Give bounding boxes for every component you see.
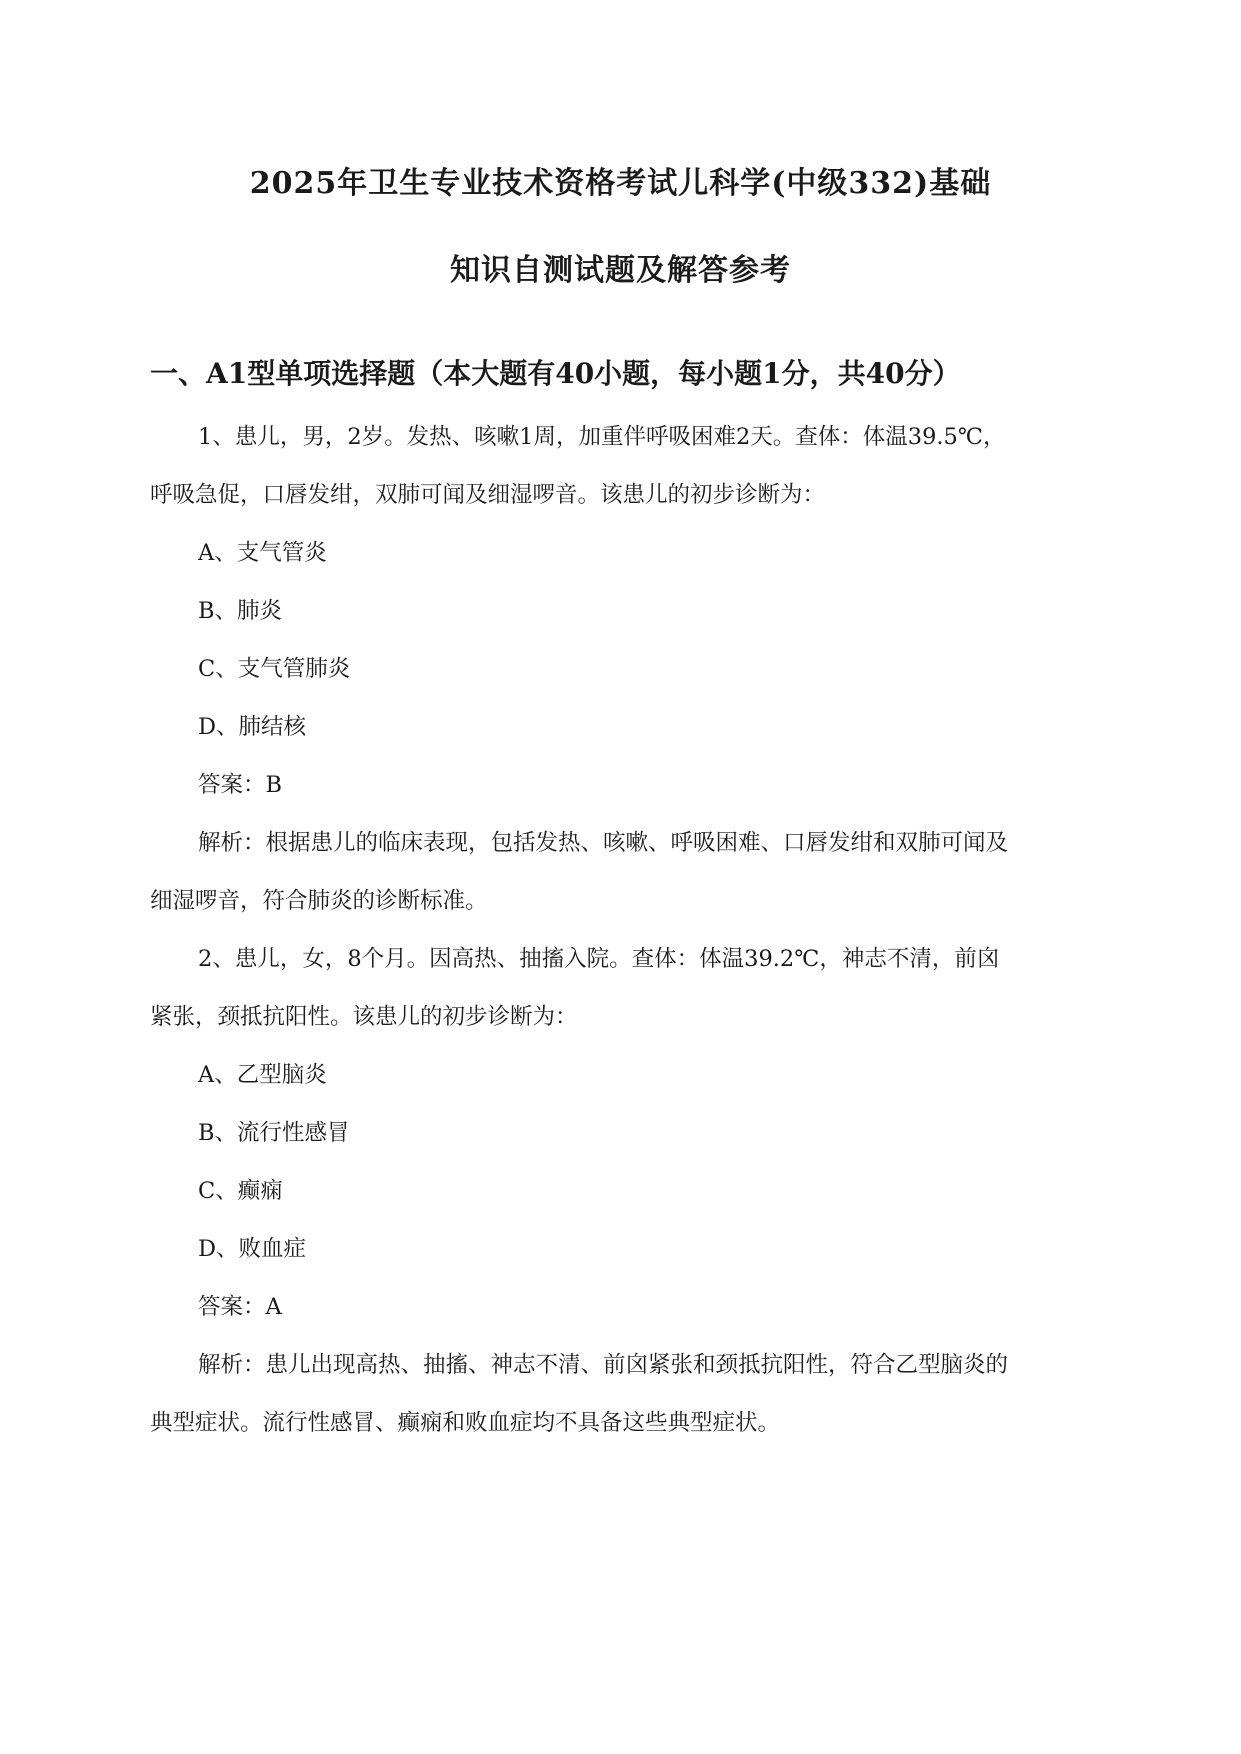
question-1-stem-line-1: 1、患儿，男，2岁。发热、咳嗽1周，加重伴呼吸困难2天。查体：体温39.5℃， (198, 424, 1006, 450)
document-title-line-2: 知识自测试题及解答参考 (450, 253, 791, 288)
question-2-option-c: C、癫痫 (198, 1178, 283, 1204)
question-1-option-a: A、支气管炎 (198, 540, 327, 566)
question-1-stem-line-2: 呼吸急促，口唇发绀，双肺可闻及细湿啰音。该患儿的初步诊断为： (150, 482, 826, 508)
section-heading: 一、A1型单项选择题（本大题有40小题，每小题1分，共40分） (150, 357, 961, 390)
question-2-option-a: A、乙型脑炎 (198, 1062, 327, 1088)
question-1-answer: 答案：B (198, 772, 283, 798)
question-2-answer: 答案：A (198, 1294, 282, 1320)
question-2-analysis-line-1: 解析：患儿出现高热、抽搐、神志不清、前囟紧张和颈抵抗阳性，符合乙型脑炎的 (198, 1352, 1009, 1378)
question-2-option-b: B、流行性感冒 (198, 1120, 350, 1146)
question-1-analysis-line-1: 解析：根据患儿的临床表现，包括发热、咳嗽、呼吸困难、口唇发绀和双肺可闻及 (198, 830, 1009, 856)
question-2-stem-line-2: 紧张，颈抵抗阳性。该患儿的初步诊断为： (150, 1004, 578, 1030)
question-2-option-d: D、败血症 (198, 1236, 307, 1262)
question-2-stem-line-1: 2、患儿，女，8个月。因高热、抽搐入院。查体：体温39.2℃，神志不清，前囟 (198, 946, 1000, 972)
question-2-analysis-line-2: 典型症状。流行性感冒、癫痫和败血症均不具备这些典型症状。 (150, 1410, 781, 1436)
question-1-option-d: D、肺结核 (198, 714, 307, 740)
question-1-option-b: B、肺炎 (198, 598, 283, 624)
document-title-line-1: 2025年卫生专业技术资格考试儿科学(中级332)基础 (249, 166, 992, 201)
question-1-analysis-line-2: 细湿啰音，符合肺炎的诊断标准。 (150, 888, 488, 914)
question-1-option-c: C、支气管肺炎 (198, 656, 351, 682)
